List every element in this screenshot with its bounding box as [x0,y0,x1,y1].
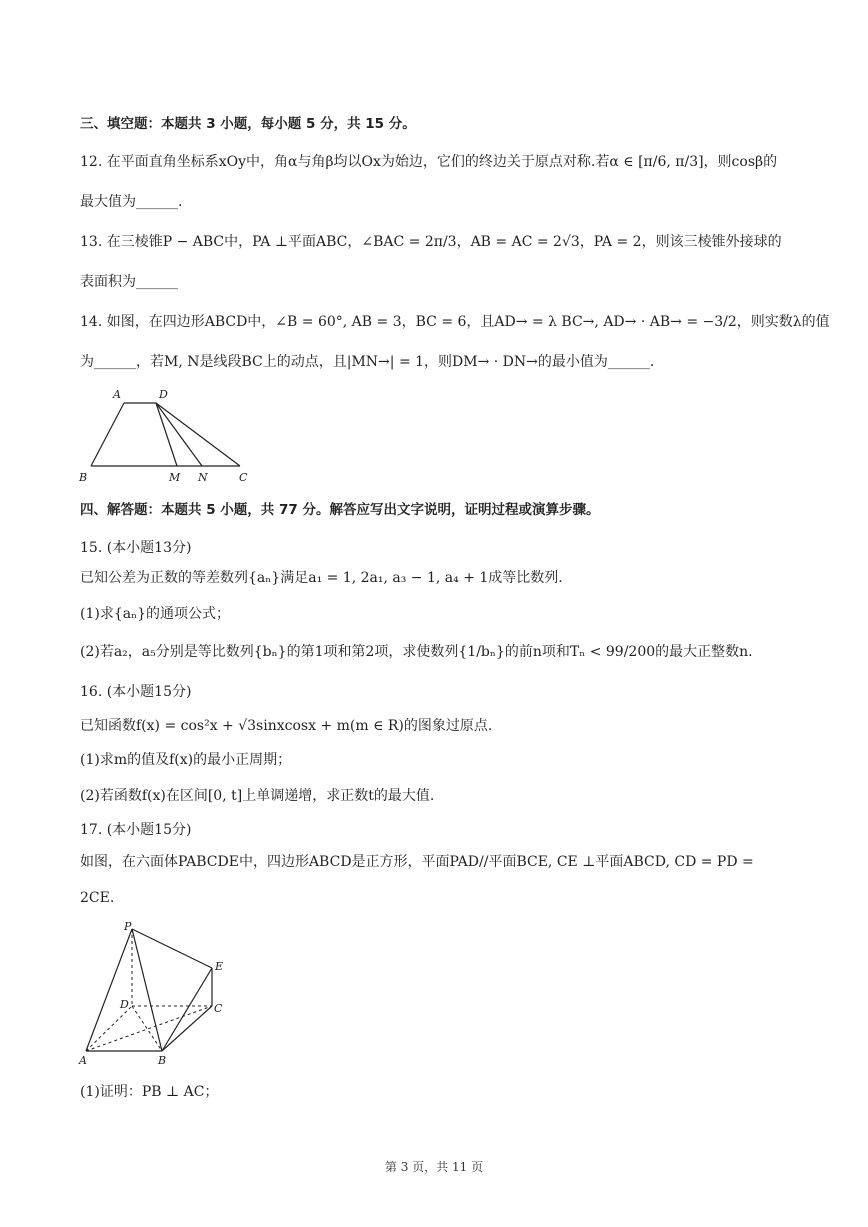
label-D: D [120,998,129,1011]
question-16-part-2: (2)若函数f(x)在区间[0, t]上单调递增，求正数t的最大值. [80,788,435,804]
question-13-line-2: 表面积为______ [80,274,178,290]
page-footer: 第 3 页，共 11 页 [384,1160,484,1174]
question-16-stem: 已知函数f(x) = cos²x + √3sinxcosx + m(m ∈ R)的图象过原点. [80,718,493,734]
label-N: N [198,471,208,484]
label-C: C [214,1002,223,1015]
question-17-stem-line-2: 2CE. [80,890,115,906]
section-header-answer: 四、解答题：本题共 5 小题，共 77 分。解答应写出文字说明，证明过程或演算步骤。 [80,502,600,518]
label-M: M [169,471,181,484]
question-15-part-2: (2)若a₂，a₅分别是等比数列{bₙ}的第1项和第2项，求使数列{1/bₙ}的前n项和Tₙ < 99/200的最大正整数n. [80,644,753,660]
quadrilateral-figure [76,386,256,486]
question-13-line-1: 13. 在三棱锥P − ABC中，PA ⊥平面ABC，∠BAC = 2π/3，AB = AC = 2√3，PA = 2，则该三棱锥外接球的 [80,234,782,250]
hexahedron-figure [74,918,244,1068]
question-14-line-1: 14. 如图，在四边形ABCD中，∠B = 60°, AB = 3，BC = 6，且AD→ = λ BC→, AD→ · AB→ = −3/2，则实数λ的值 [80,314,830,330]
question-17-title: 17. (本小题15分) [80,822,192,838]
question-12-line-1: 12. 在平面直角坐标系xOy中，角α与角β均以Ox为始边，它们的终边关于原点对称.若α ∈ [π/6, π/3]，则cosβ的 [80,154,778,170]
label-E: E [215,960,224,973]
label-B: B [79,471,88,484]
question-15-title: 15. (本小题13分) [80,540,192,556]
label-B: B [158,1054,167,1067]
label-A: A [113,388,121,401]
label-C: C [239,471,248,484]
question-17-part-1: (1)证明：PB ⊥ AC； [80,1084,219,1100]
question-17-stem-line-1: 如图，在六面体PABCDE中，四边形ABCD是正方形，平面PAD//平面BCE, CE ⊥平面ABCD, CD = PD = [80,854,754,870]
question-14-line-2: 为______，若M, N是线段BC上的动点，且|MN→| = 1，则DM→ · DN→的最小值为______. [80,354,655,370]
question-15-stem: 已知公差为正数的等差数列{aₙ}满足a₁ = 1, 2a₁, a₃ − 1, a₄ + 1成等比数列. [80,570,563,586]
question-15-part-1: (1)求{aₙ}的通项公式； [80,606,231,622]
question-16-part-1: (1)求m的值及f(x)的最小正周期； [80,752,292,768]
label-A: A [79,1054,87,1067]
label-P: P [124,920,132,933]
question-16-title: 16. (本小题15分) [80,684,192,700]
question-12-line-2: 最大值为______. [80,194,183,210]
section-header-fill-in: 三、填空题：本题共 3 小题，每小题 5 分，共 15 分。 [80,116,416,132]
label-D: D [159,388,168,401]
